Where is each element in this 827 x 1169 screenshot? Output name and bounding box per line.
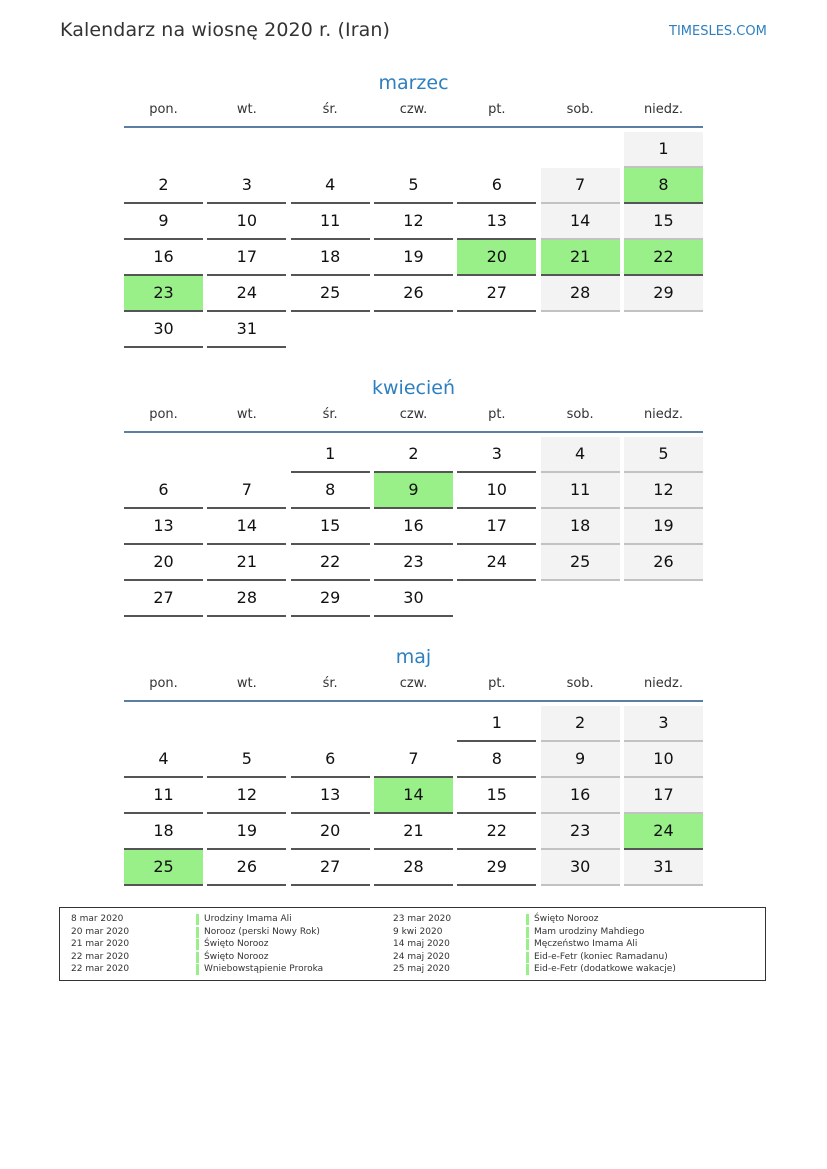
day-cell: 18 (291, 240, 370, 276)
weekday-label: czw. (399, 676, 428, 691)
day-cell: 22 (291, 545, 370, 581)
day-cell: 29 (457, 850, 536, 886)
day-cell: 16 (541, 778, 620, 814)
day-cell: 25 (541, 545, 620, 581)
day-grid (124, 702, 703, 886)
day-cell: 20 (291, 814, 370, 850)
legend-holiday-name: Wniebowstąpienie Proroka (204, 964, 324, 975)
legend-column-left (71, 913, 391, 976)
day-cell: 1 (624, 132, 703, 168)
month-name: maj (395, 646, 432, 668)
empty-cell (457, 132, 536, 168)
day-cell: 10 (457, 473, 536, 509)
day-cell: 29 (291, 581, 370, 617)
legend-holiday-name: Eid-e-Fetr (dodatkowe wakacje) (534, 964, 676, 975)
day-cell: 24 (207, 276, 286, 312)
day-cell: 10 (624, 742, 703, 778)
day-cell: 2 (374, 437, 453, 473)
weekday-label: sob. (566, 407, 594, 422)
day-cell: 30 (124, 312, 203, 348)
legend-row (71, 913, 391, 926)
legend-holiday-name: Mam urodziny Mahdiego (534, 926, 645, 937)
day-cell: 5 (374, 168, 453, 204)
empty-cell (541, 581, 620, 617)
legend-holiday-name: Święto Norooz (204, 939, 269, 950)
day-cell: 3 (624, 706, 703, 742)
day-cell: 21 (374, 814, 453, 850)
weekday-label: pon. (149, 102, 178, 117)
day-cell: 6 (457, 168, 536, 204)
day-cell: 7 (541, 168, 620, 204)
legend-date: 20 mar 2020 (71, 926, 130, 937)
brand-link[interactable]: TIMESLES.COM (669, 24, 767, 39)
empty-cell (374, 312, 453, 348)
legend-date: 22 mar 2020 (71, 951, 130, 962)
day-cell: 1 (291, 437, 370, 473)
day-cell: 5 (624, 437, 703, 473)
day-cell: 2 (124, 168, 203, 204)
weekday-label: wt. (236, 407, 257, 422)
day-grid (124, 128, 703, 348)
day-cell: 17 (207, 240, 286, 276)
day-cell: 14 (207, 509, 286, 545)
empty-cell (374, 706, 453, 742)
weekday-header (124, 100, 703, 128)
day-cell: 19 (624, 509, 703, 545)
weekday-label: śr. (322, 407, 338, 422)
month-block (124, 644, 703, 886)
legend-color-marker (526, 952, 529, 963)
empty-cell (541, 132, 620, 168)
legend-holiday-name: Norooz (perski Nowy Rok) (204, 926, 320, 937)
day-cell: 18 (124, 814, 203, 850)
legend-date: 23 mar 2020 (393, 914, 452, 924)
legend-color-marker (526, 927, 529, 938)
holiday-day-cell: 9 (374, 473, 453, 509)
day-cell: 7 (207, 473, 286, 509)
legend-date: 21 mar 2020 (71, 939, 130, 950)
day-cell: 17 (457, 509, 536, 545)
day-cell: 6 (291, 742, 370, 778)
day-cell: 26 (374, 276, 453, 312)
legend-holiday-name: Święto Norooz (204, 951, 269, 962)
weekday-label: wt. (236, 102, 257, 117)
legend-row (393, 938, 753, 951)
holiday-day-cell: 24 (624, 814, 703, 850)
day-cell: 11 (541, 473, 620, 509)
legend-row (71, 963, 391, 976)
legend-color-marker (196, 939, 199, 950)
day-cell: 13 (124, 509, 203, 545)
month-name: marzec (378, 72, 449, 94)
empty-cell (291, 132, 370, 168)
day-cell: 22 (457, 814, 536, 850)
weekday-label: pon. (149, 407, 178, 422)
legend-row (71, 951, 391, 964)
month-name: kwiecień (372, 377, 455, 399)
day-cell: 13 (457, 204, 536, 240)
holiday-day-cell: 23 (124, 276, 203, 312)
day-cell: 9 (124, 204, 203, 240)
legend-color-marker (526, 964, 529, 975)
day-cell: 28 (541, 276, 620, 312)
legend-holiday-name: Urodziny Imama Ali (204, 914, 292, 924)
month-block (124, 375, 703, 617)
holiday-day-cell: 8 (624, 168, 703, 204)
legend-color-marker (196, 927, 199, 938)
weekday-label: śr. (322, 676, 338, 691)
empty-cell (291, 706, 370, 742)
day-cell: 8 (457, 742, 536, 778)
day-cell: 29 (624, 276, 703, 312)
day-cell: 27 (124, 581, 203, 617)
day-cell: 15 (624, 204, 703, 240)
empty-cell (374, 132, 453, 168)
day-cell: 17 (624, 778, 703, 814)
day-cell: 14 (541, 204, 620, 240)
legend-row (71, 938, 391, 951)
day-cell: 24 (457, 545, 536, 581)
day-cell: 19 (374, 240, 453, 276)
weekday-label: pt. (488, 102, 506, 117)
weekday-label: niedz. (643, 676, 683, 691)
day-cell: 15 (457, 778, 536, 814)
legend-date: 22 mar 2020 (71, 964, 130, 975)
legend-row (393, 963, 753, 976)
empty-cell (457, 581, 536, 617)
day-cell: 16 (374, 509, 453, 545)
day-cell: 7 (374, 742, 453, 778)
empty-cell (624, 581, 703, 617)
empty-cell (291, 312, 370, 348)
day-cell: 3 (457, 437, 536, 473)
day-cell: 30 (374, 581, 453, 617)
legend-color-marker (196, 914, 199, 925)
day-cell: 27 (291, 850, 370, 886)
empty-cell (207, 437, 286, 473)
holiday-day-cell: 22 (624, 240, 703, 276)
weekday-label: niedz. (643, 407, 683, 422)
weekday-label: sob. (566, 676, 594, 691)
weekday-label: niedz. (643, 102, 683, 117)
day-cell: 18 (541, 509, 620, 545)
day-cell: 1 (457, 706, 536, 742)
empty-cell (207, 706, 286, 742)
weekday-label: sob. (566, 102, 594, 117)
legend-color-marker (196, 952, 199, 963)
weekday-label: czw. (399, 407, 428, 422)
legend-color-marker (196, 964, 199, 975)
day-cell: 4 (541, 437, 620, 473)
day-cell: 12 (207, 778, 286, 814)
day-cell: 23 (541, 814, 620, 850)
legend-row (71, 926, 391, 939)
day-cell: 8 (291, 473, 370, 509)
legend-date: 9 kwi 2020 (393, 926, 443, 937)
legend-row (393, 951, 753, 964)
day-cell: 4 (124, 742, 203, 778)
legend-date: 8 mar 2020 (71, 914, 124, 924)
weekday-label: pon. (149, 676, 178, 691)
day-cell: 2 (541, 706, 620, 742)
weekday-header (124, 405, 703, 433)
day-grid (124, 433, 703, 617)
month-block (124, 70, 703, 348)
page-title: Kalendarz na wiosnę 2020 r. (Iran) (60, 19, 391, 41)
day-cell: 20 (124, 545, 203, 581)
day-cell: 26 (207, 850, 286, 886)
empty-cell (624, 312, 703, 348)
day-cell: 31 (207, 312, 286, 348)
legend-date: 25 maj 2020 (393, 964, 450, 975)
day-cell: 31 (624, 850, 703, 886)
holiday-day-cell: 14 (374, 778, 453, 814)
empty-cell (124, 706, 203, 742)
day-cell: 11 (124, 778, 203, 814)
day-cell: 3 (207, 168, 286, 204)
weekday-header (124, 674, 703, 702)
empty-cell (124, 132, 203, 168)
holiday-day-cell: 20 (457, 240, 536, 276)
day-cell: 23 (374, 545, 453, 581)
day-cell: 25 (291, 276, 370, 312)
holiday-day-cell: 21 (541, 240, 620, 276)
legend-holiday-name: Eid-e-Fetr (koniec Ramadanu) (534, 951, 668, 962)
empty-cell (207, 132, 286, 168)
legend-color-marker (526, 914, 529, 925)
weekday-label: wt. (236, 676, 257, 691)
holiday-day-cell: 25 (124, 850, 203, 886)
day-cell: 28 (374, 850, 453, 886)
legend-row (393, 926, 753, 939)
legend-holiday-name: Męczeństwo Imama Ali (534, 939, 638, 950)
day-cell: 10 (207, 204, 286, 240)
day-cell: 5 (207, 742, 286, 778)
weekday-label: pt. (488, 676, 506, 691)
day-cell: 12 (624, 473, 703, 509)
day-cell: 19 (207, 814, 286, 850)
weekday-label: czw. (399, 102, 428, 117)
day-cell: 26 (624, 545, 703, 581)
holiday-legend (59, 907, 766, 981)
weekday-label: pt. (488, 407, 506, 422)
legend-date: 14 maj 2020 (393, 939, 450, 950)
day-cell: 16 (124, 240, 203, 276)
day-cell: 12 (374, 204, 453, 240)
empty-cell (541, 312, 620, 348)
legend-date: 24 maj 2020 (393, 951, 450, 962)
empty-cell (457, 312, 536, 348)
weekday-label: śr. (322, 102, 338, 117)
legend-holiday-name: Święto Norooz (534, 914, 599, 924)
day-cell: 27 (457, 276, 536, 312)
day-cell: 13 (291, 778, 370, 814)
day-cell: 6 (124, 473, 203, 509)
legend-color-marker (526, 939, 529, 950)
day-cell: 4 (291, 168, 370, 204)
day-cell: 9 (541, 742, 620, 778)
legend-column-right (393, 913, 753, 976)
day-cell: 28 (207, 581, 286, 617)
day-cell: 11 (291, 204, 370, 240)
day-cell: 21 (207, 545, 286, 581)
legend-row (393, 913, 753, 926)
day-cell: 15 (291, 509, 370, 545)
empty-cell (124, 437, 203, 473)
day-cell: 30 (541, 850, 620, 886)
